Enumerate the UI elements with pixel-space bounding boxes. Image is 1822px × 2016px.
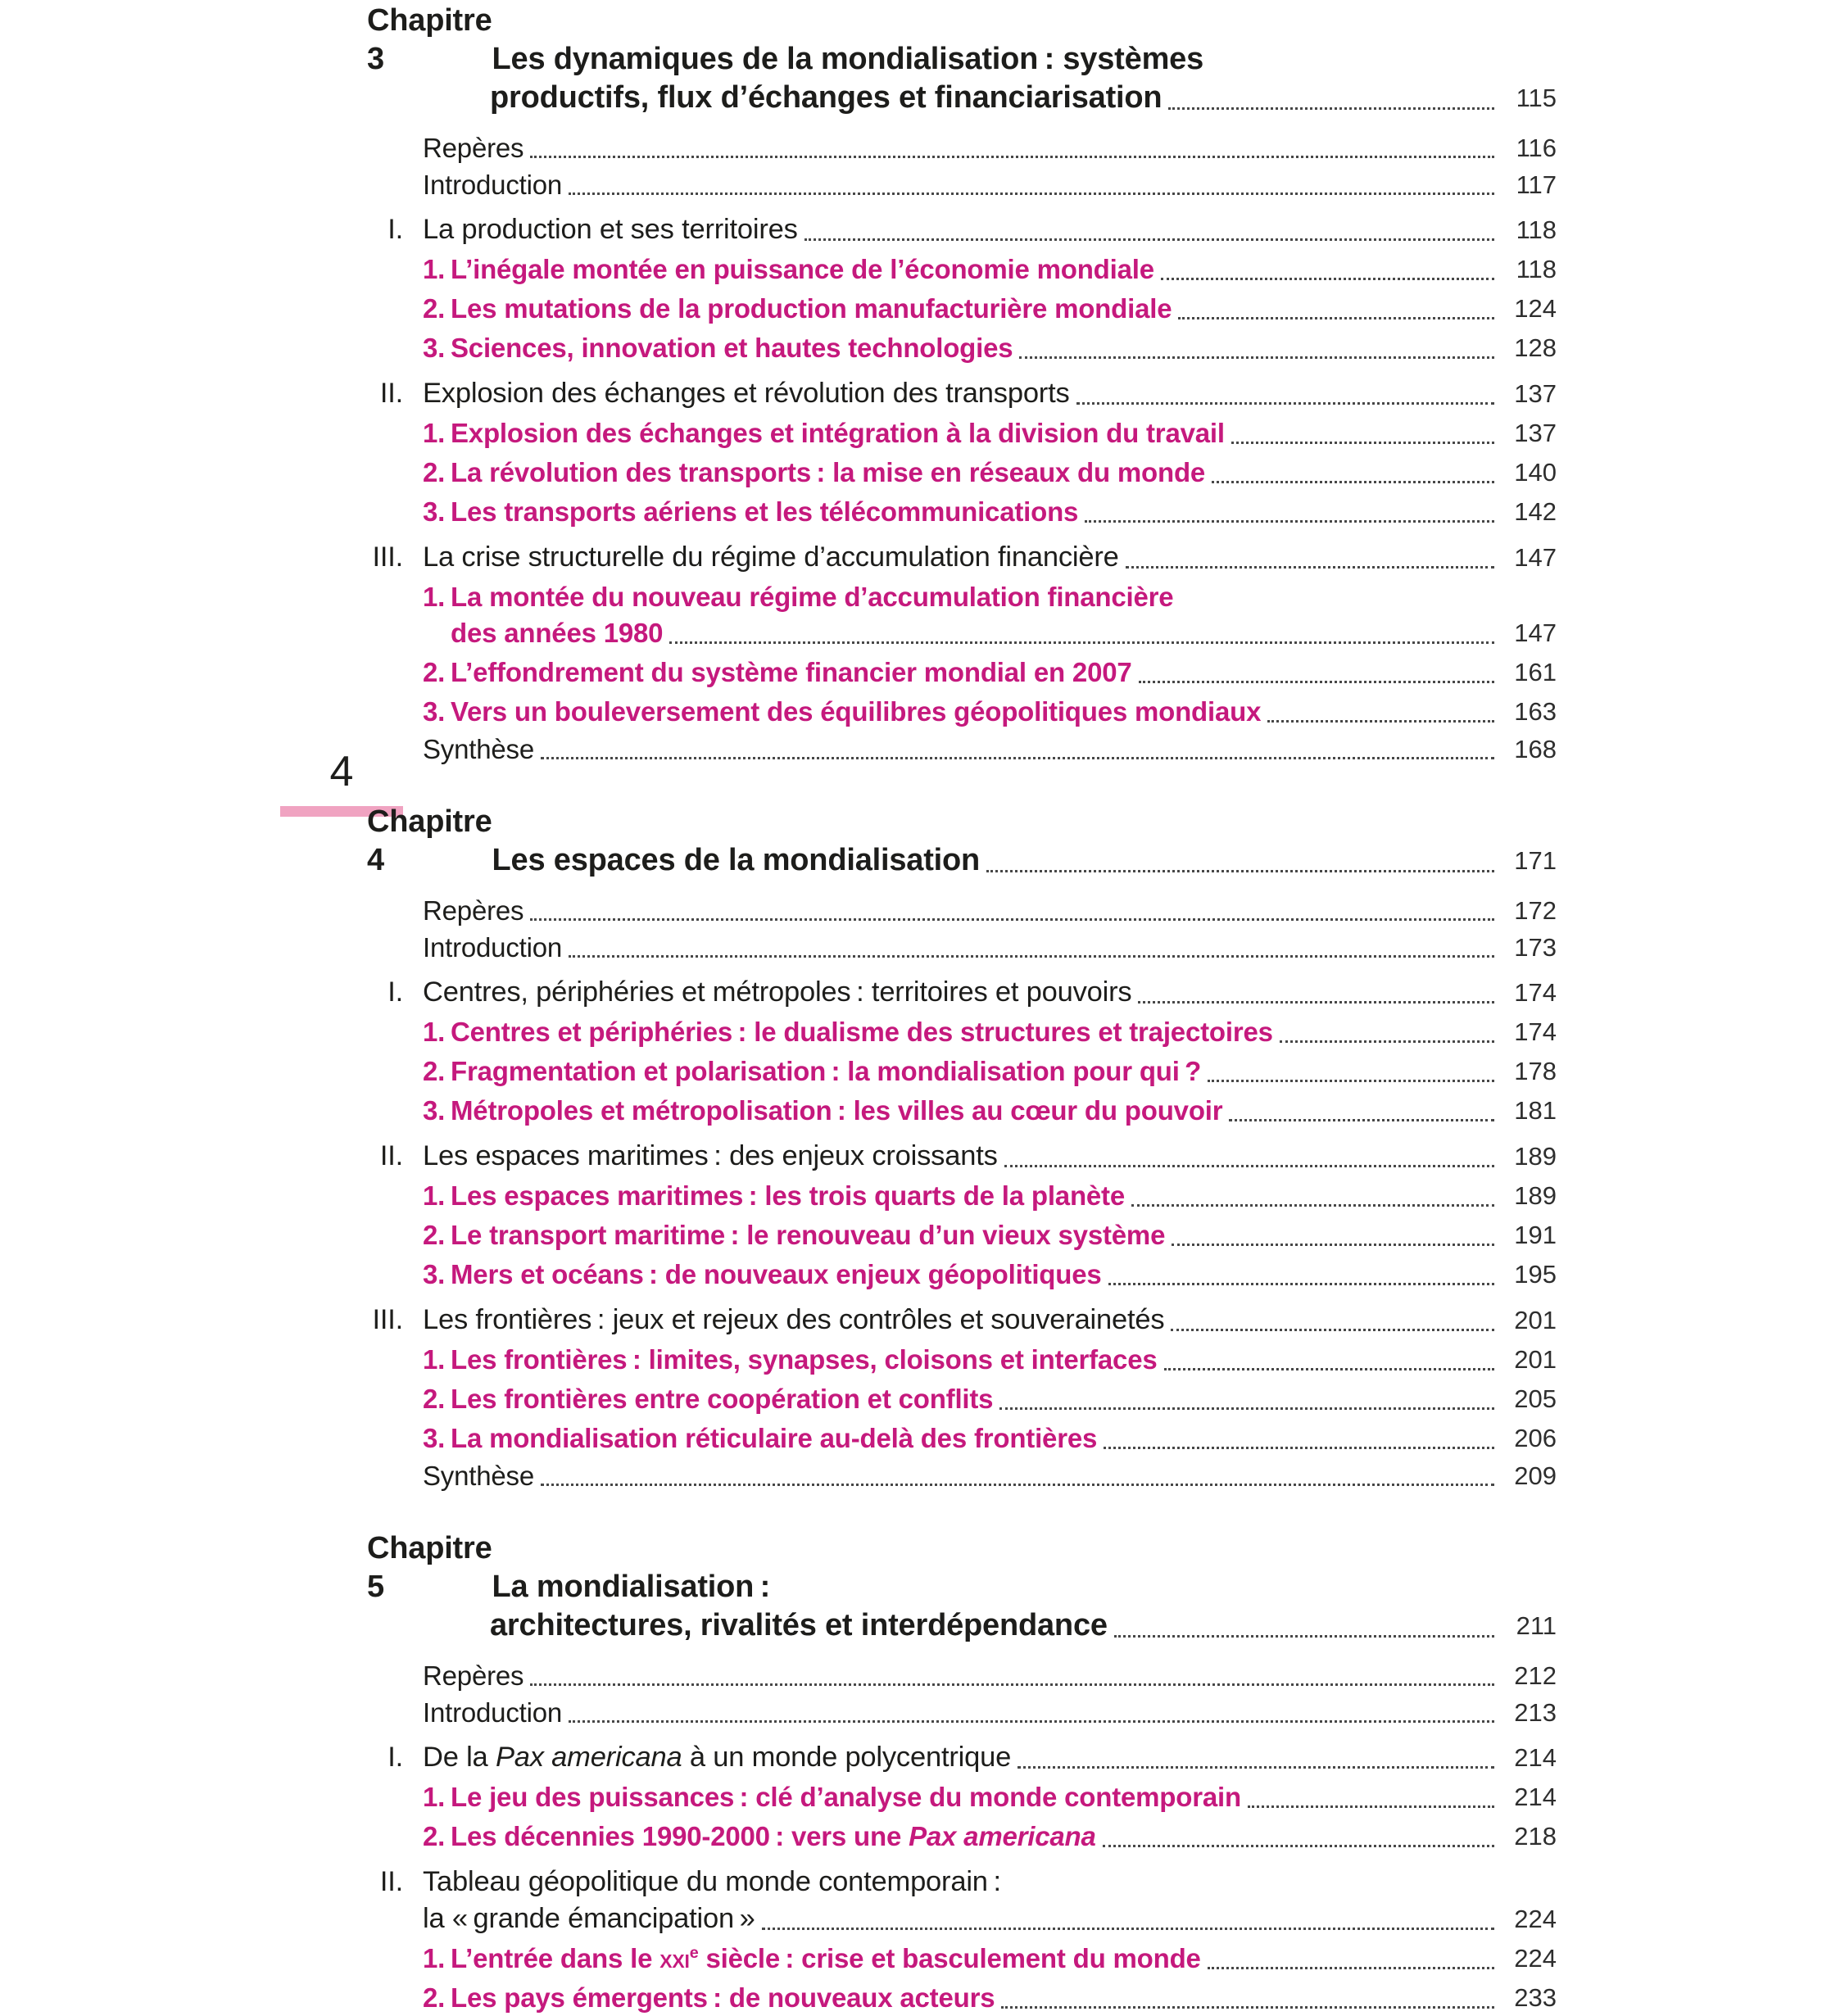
entry-text-segment: De la [423,1742,496,1773]
chapter-label: Chapitre 4 [367,804,492,877]
entry-text-segment: Pax americana [909,1821,1096,1851]
chapter-title-row [367,803,1557,880]
dot-leader [1229,1119,1494,1121]
section-numeral: I. [388,976,403,1008]
entry-text-segment: Le transport maritime : le renouveau d’un vieux système [451,1220,1166,1250]
entry-text-segment: Les frontières : jeux et rejeux des contrôles et souverainetés [423,1304,1165,1335]
dot-leader [1018,1766,1494,1769]
entry-title [451,579,1173,615]
entry-text-segment: La crise structurelle du régime d’accumulation financière [423,541,1119,573]
chapter-title [490,1606,1108,1645]
toc-entry [367,615,1557,651]
page-number: 174 [1514,1017,1557,1046]
toc-entry [367,1053,1557,1090]
sub-item-number: 2. [423,1220,446,1250]
toc-entry [367,1342,1557,1378]
page-number: 115 [1516,84,1557,112]
page-number: 142 [1514,497,1557,526]
entry-title [451,1093,1222,1129]
toc-entry [367,1695,1557,1730]
dot-leader [530,156,1494,158]
entry-text-segment: des années 1980 [451,618,664,648]
toc-entry [367,167,1557,202]
entry-text-segment: Sciences, innovation et hautes technologies [451,333,1013,363]
entry-text-segment: productifs, flux d’échanges et financiarisation [490,80,1163,115]
dot-leader [541,1484,1494,1486]
entry-text-segment: Introduction [423,932,563,963]
dot-leader [1103,1845,1494,1847]
dot-leader [569,193,1494,195]
entry-text-segment: Métropoles et métropolisation : les villes au cœur du pouvoir [451,1095,1223,1126]
toc-entry [367,1941,1557,1977]
entry-title [451,251,1154,288]
toc-entry [367,251,1557,288]
dot-leader [1248,1805,1494,1808]
entry-title [451,415,1225,451]
sub-item-number: 3. [423,1095,446,1126]
toc-entry [367,1257,1557,1293]
page-number: 201 [1514,1345,1557,1374]
page-number: 173 [1514,933,1557,962]
sub-item-number: 2. [423,657,446,687]
toc-entry [367,1420,1557,1457]
entry-text-segment: xxi [659,1943,690,1973]
chapter-label: Chapitre 3 [367,3,492,76]
page-number: 161 [1514,658,1557,686]
entry-text-segment: Les pays émergents : de nouveaux acteurs [451,1982,995,2013]
entry-title [451,1779,1241,1815]
dot-leader [1164,1368,1494,1370]
sub-item-number: 1. [423,1943,446,1973]
dot-leader [569,955,1494,958]
entry-title [451,291,1172,327]
entry-text-segment: Synthèse [423,1461,534,1491]
entry-text-segment: Repères [423,133,524,163]
sub-item-number: 1. [423,1180,446,1211]
section-numeral: II. [379,1140,403,1171]
entry-text-segment: Les décennies 1990-2000 : vers une [451,1821,909,1851]
entry-text-segment: Mers et océans : de nouveaux enjeux géopolitiques [451,1259,1102,1289]
toc-entry [367,415,1557,451]
entry-text-segment: Centres et périphéries : le dualisme des structures et trajectoires [451,1017,1273,1047]
chapter-block [367,803,1557,1493]
entry-title [423,893,523,928]
entry-text-segment: la « grande émancipation » [423,1903,755,1934]
sub-item-number: 2. [423,1384,446,1414]
toc-entry [367,1217,1557,1253]
toc-entry [367,1138,1557,1175]
entry-text-segment: Les transports aériens et les télécommunications [451,496,1079,527]
dot-leader [1208,1080,1494,1082]
dot-leader [669,641,1494,644]
entry-text-segment: La montée du nouveau régime d’accumulation financière [451,582,1174,612]
section-numeral: III. [372,541,403,573]
page-number: 178 [1514,1057,1557,1085]
entry-text-segment: La mondialisation : [492,1570,771,1604]
chapter-block [367,2,1557,767]
dot-leader [1231,442,1494,444]
page-number: 209 [1514,1461,1557,1490]
dot-leader [1139,681,1494,683]
sub-item-number: 2. [423,293,446,324]
page-number: 116 [1516,134,1557,162]
chapter-block [367,1529,1557,2016]
entry-title [423,1458,534,1493]
dot-leader [1208,1967,1494,1969]
toc-entry [367,375,1557,412]
entry-title [423,1658,523,1693]
page-number: 171 [1514,846,1557,875]
toc-entry [367,1093,1557,1129]
chapter-title [490,79,1162,117]
toc-entry [367,974,1557,1011]
entry-text-segment: à un monde polycentrique [682,1742,1012,1773]
entry-title [451,1342,1158,1378]
page-number: 205 [1514,1384,1557,1413]
page-number: 206 [1514,1424,1557,1452]
entry-text-segment: La production et ses territoires [423,214,798,245]
dot-leader [1076,402,1494,405]
entry-text-segment: Le jeu des puissances : clé d’analyse du monde contemporain [451,1782,1241,1812]
chapter-title [492,40,1203,79]
sub-item-number: 3. [423,1259,446,1289]
entry-text-segment: La révolution des transports : la mise en réseaux du monde [451,457,1206,487]
dot-leader [1131,1204,1494,1207]
page-number: 137 [1514,379,1557,408]
entry-title [451,330,1013,366]
page-number: 147 [1514,618,1557,647]
entry-title [451,455,1205,491]
dot-leader [1138,1001,1494,1003]
toc-entry [367,1014,1557,1050]
entry-title [423,375,1070,412]
toc-entry [367,539,1557,576]
entry-title [423,1739,1011,1776]
entry-title [423,1302,1164,1339]
sub-item-number: 3. [423,496,446,527]
page-number: 118 [1516,215,1557,244]
entry-title [451,1381,993,1417]
page-number: 211 [1516,1611,1557,1640]
chapter-title-row [367,1606,1557,1645]
entry-text-segment: Introduction [423,1697,563,1728]
toc-entry [367,130,1557,165]
page-number: 174 [1514,978,1557,1007]
toc-entry [367,694,1557,730]
page-number: 128 [1514,333,1557,362]
section-numeral: II. [379,1866,403,1897]
toc-entry [367,291,1557,327]
entry-text-segment: siècle : crise et basculement du monde [698,1943,1201,1973]
sub-item-number: 2. [423,1056,446,1086]
page-number: 140 [1514,458,1557,487]
section-numeral: II. [379,378,403,409]
section-numeral: I. [388,1742,403,1773]
toc-entry [367,1739,1557,1776]
chapter-title-row [367,79,1557,117]
entry-text-segment: Les espaces maritimes : les trois quarts de la planète [451,1180,1125,1211]
chapter-title [492,841,981,880]
entry-text-segment: Fragmentation et polarisation : la mondialisation pour qui ? [451,1056,1202,1086]
sub-item-number: 1. [423,1344,446,1375]
page-number: 212 [1514,1661,1557,1690]
toc-entry [367,455,1557,491]
dot-leader [1001,2006,1494,2009]
toc-entry [367,1779,1557,1815]
entry-text-segment: L’effondrement du système financier mondial en 2007 [451,657,1132,687]
sub-item-number: 2. [423,457,446,487]
page-number: 189 [1514,1181,1557,1210]
entry-title [451,1178,1125,1214]
toc-entry [367,655,1557,691]
dot-leader [1126,566,1494,569]
sub-item-number: 1. [423,1782,446,1812]
dot-leader [530,1683,1494,1686]
page-number: 218 [1514,1822,1557,1851]
toc-entry [367,1302,1557,1339]
entry-title [423,211,798,248]
entry-title [423,974,1131,1011]
entry-title [451,694,1261,730]
page-number: 147 [1514,543,1557,572]
sub-item-number: 1. [423,418,446,448]
entry-text-segment: Introduction [423,170,563,200]
toc-entry [367,1658,1557,1693]
dot-leader [1280,1040,1494,1043]
dot-leader [1172,1244,1494,1246]
toc-entry [367,1381,1557,1417]
toc-entry [367,1458,1557,1493]
entry-text-segment: e [689,1944,699,1962]
sub-item-number: 1. [423,1017,446,1047]
entry-title [423,130,523,165]
entry-title [423,930,562,965]
entry-title [423,539,1119,576]
entry-text-segment: Les frontières entre coopération et conflits [451,1384,994,1414]
toc-entry [367,494,1557,530]
page-number: 181 [1514,1096,1557,1125]
page-number: 189 [1514,1142,1557,1171]
entry-text-segment: La mondialisation réticulaire au-delà des frontières [451,1423,1098,1453]
dot-leader [1267,720,1494,723]
dot-leader [1108,1283,1494,1285]
sub-item-number: 3. [423,1423,446,1453]
dot-leader [1212,481,1494,483]
entry-title [423,1864,1001,1900]
dot-leader [1168,107,1494,110]
page-number: 172 [1514,896,1557,925]
dot-leader [1019,356,1494,359]
entry-title [451,655,1132,691]
dot-leader [1114,1635,1494,1638]
toc-entry [367,330,1557,366]
entry-title [451,615,663,651]
dot-leader [999,1407,1494,1410]
sub-item-number: 2. [423,1982,446,2013]
entry-title [423,1900,755,1937]
entry-title [451,1980,995,2016]
section-numeral: I. [388,214,403,245]
entry-title [423,167,562,202]
page-number: 224 [1514,1905,1557,1933]
entry-text-segment: Centres, périphéries et métropoles : territoires et pouvoirs [423,976,1132,1008]
page-number: 214 [1514,1743,1557,1772]
sub-item-number: 3. [423,333,446,363]
page-number: 233 [1514,1983,1557,2012]
entry-title [423,1138,998,1175]
dot-leader [541,757,1494,759]
toc-entry [367,893,1557,928]
dot-leader [1085,520,1494,523]
page-number: 168 [1514,735,1557,763]
entry-title [451,1257,1102,1293]
entry-text-segment: Synthèse [423,734,534,764]
entry-text-segment: Les espaces de la mondialisation [492,843,981,877]
toc-entry [367,1980,1557,2016]
dot-leader [986,870,1494,872]
entry-text-segment: architectures, rivalités et interdépendance [490,1608,1108,1642]
section-numeral: III. [372,1304,403,1335]
dot-leader [1178,317,1494,319]
chapter-title-row [367,1529,1557,1606]
chapter-label: Chapitre 5 [367,1531,492,1604]
chapter-title-row [367,2,1557,79]
entry-text-segment: Les dynamiques de la mondialisation : systèmes [492,42,1204,76]
chapter-title [492,1568,771,1606]
page-number: 191 [1514,1221,1557,1249]
dot-leader [1004,1165,1494,1167]
toc-entry [367,1178,1557,1214]
toc-entry [367,579,1557,615]
toc-entry [367,1900,1557,1937]
entry-text-segment: Tableau géopolitique du monde contemporain : [423,1866,1001,1897]
dot-leader [1104,1447,1494,1449]
entry-text-segment: L’inégale montée en puissance de l’économie mondiale [451,254,1154,284]
toc-entry [367,211,1557,248]
entry-title [423,732,534,767]
entry-title [451,1819,1096,1855]
toc-entry [367,930,1557,965]
dot-leader [1161,278,1494,280]
entry-text-segment: Pax americana [495,1742,682,1773]
page-number: 117 [1516,170,1557,199]
page-number: 163 [1514,697,1557,726]
toc-entry [367,732,1557,767]
sub-item-number: 1. [423,582,446,612]
entry-title [451,1053,1201,1090]
entry-text-segment: Explosion des échanges et révolution des transports [423,378,1070,409]
page-number: 201 [1514,1306,1557,1334]
entry-text-segment: Repères [423,895,524,926]
toc-entry [367,1864,1557,1900]
entry-text-segment: L’entrée dans le [451,1943,660,1973]
table-of-contents [367,2,1557,2016]
page-number: 137 [1514,419,1557,447]
dot-leader [804,238,1494,241]
sub-item-number: 1. [423,254,446,284]
dot-leader [569,1720,1494,1723]
page-number: 224 [1514,1944,1557,1973]
sub-item-number: 2. [423,1821,446,1851]
entry-text-segment: Les mutations de la production manufacturière mondiale [451,293,1172,324]
entry-text-segment: Explosion des échanges et intégration à la division du travail [451,418,1225,448]
dot-leader [530,918,1494,921]
entry-text-segment: Repères [423,1660,524,1691]
margin-page-number: 4 [329,748,354,795]
toc-entry [367,1819,1557,1855]
entry-title [451,1420,1097,1457]
entry-title [451,1941,1201,1977]
page-number: 195 [1514,1260,1557,1289]
dot-leader [1171,1329,1494,1331]
page-number: 118 [1516,255,1557,283]
page-number: 124 [1514,294,1557,323]
entry-title [451,1217,1165,1253]
entry-title [423,1695,562,1730]
entry-title [451,1014,1273,1050]
entry-text-segment: Vers un bouleversement des équilibres géopolitiques mondiaux [451,696,1262,727]
dot-leader [762,1928,1494,1930]
sub-item-number: 3. [423,696,446,727]
page-number: 213 [1514,1698,1557,1727]
entry-text-segment: Les espaces maritimes : des enjeux croissants [423,1140,998,1171]
entry-title [451,494,1078,530]
entry-text-segment: Les frontières : limites, synapses, cloisons et interfaces [451,1344,1158,1375]
page-number: 214 [1514,1783,1557,1811]
